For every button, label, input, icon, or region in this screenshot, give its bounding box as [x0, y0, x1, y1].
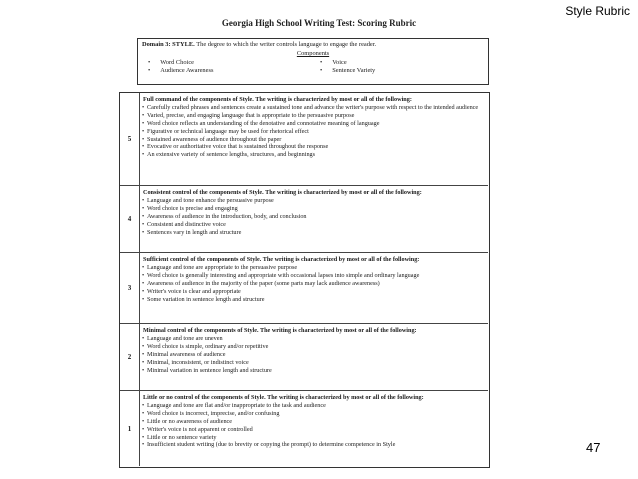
criteria-cell: [140, 93, 488, 185]
criteria-bullet: • Word choice is simple, ordinary and/or repetitive: [143, 343, 485, 351]
criteria-bullet: • Awareness of audience in the majority of the paper (some parts may lack audience awareness): [143, 280, 485, 288]
criteria-bullet: • Language and tone enhance the persuasive purpose: [143, 197, 485, 205]
domain-name: Domain 3: STYLE.: [142, 41, 195, 48]
slide-number: 47: [586, 440, 601, 455]
criteria-lead: Little or no control of the components of Style. The writing is characterized by most or all of the following:: [143, 394, 424, 401]
rubric-table: [119, 92, 490, 468]
criteria-cell: [140, 186, 488, 252]
criteria-bullet: • Language and tone are flat and/or inappropriate to the task and audience: [143, 402, 485, 410]
criteria-bullet: • Figurative or technical language may be used for rhetorical effect: [143, 128, 485, 136]
criteria-bullet: • Writer's voice is clear and appropriate: [143, 288, 485, 296]
criteria-bullet: • Evocative or authoritative voice that is sustained throughout the response: [143, 143, 485, 151]
domain-description: The degree to which the writer controls language to engage the reader.: [196, 41, 377, 48]
criteria-lead: Consistent control of the components of Style. The writing is characterized by most or all of the following:: [143, 189, 422, 196]
criteria-lead: Sufficient control of the components of Style. The writing is characterized by most or all of the following:: [143, 256, 420, 263]
criteria-bullet: • Insufficient student writing (due to brevity or copying the prompt) to determine competence in Style: [143, 441, 485, 449]
rubric-row-2: [120, 324, 488, 391]
criteria-bullet: • Little or no awareness of audience: [143, 418, 485, 426]
criteria-bullet: • Some variation in sentence length and structure: [143, 296, 485, 304]
criteria-bullet: • Sentences vary in length and structure: [143, 229, 485, 237]
criteria-bullet: • Minimal, inconsistent, or indistinct voice: [143, 359, 485, 367]
criteria-bullet: • Minimal awareness of audience: [143, 351, 485, 359]
rubric-row-4: [120, 186, 488, 253]
criteria-bullet: • Writer's voice is not apparent or controlled: [143, 426, 485, 434]
criteria-bullet: • Consistent and distinctive voice: [143, 221, 485, 229]
components-label: Components: [296, 50, 330, 57]
score-cell: 1: [120, 391, 140, 466]
component-item: • Voice: [320, 59, 480, 67]
criteria-bullet: • Language and tone are appropriate to the persuasive purpose: [143, 264, 485, 272]
criteria-bullet: • Word choice is precise and engaging: [143, 205, 485, 213]
criteria-bullet: • Word choice is incorrect, imprecise, and/or confusing: [143, 410, 485, 418]
rubric-row-5: [120, 93, 488, 186]
score-cell: 2: [120, 324, 140, 390]
domain-header-box: [137, 38, 489, 85]
rubric-row-3: [120, 253, 488, 324]
component-item: • Word Choice: [148, 59, 320, 67]
criteria-bullet: • Language and tone are uneven: [143, 335, 485, 343]
criteria-cell: [140, 253, 488, 323]
score-cell: 4: [120, 186, 140, 252]
domain-heading: [142, 41, 484, 49]
slide-title: Style Rubric: [565, 4, 630, 18]
criteria-bullet: • Sustained awareness of audience throughout the paper: [143, 136, 485, 144]
criteria-bullet: • An extensive variety of sentence lengths, structures, and beginnings: [143, 151, 485, 159]
criteria-bullet: • Little or no sentence variety: [143, 434, 485, 442]
criteria-cell: [140, 324, 488, 390]
criteria-bullet: • Word choice reflects an understanding of the denotative and connotative meaning of language: [143, 120, 485, 128]
components-list: [148, 59, 484, 75]
rubric-row-1: [120, 391, 488, 466]
criteria-cell: [140, 391, 488, 466]
score-cell: 5: [120, 93, 140, 185]
criteria-bullet: • Awareness of audience in the introduction, body, and conclusion: [143, 213, 485, 221]
criteria-lead: Minimal control of the components of Style. The writing is characterized by most or all of the following:: [143, 327, 417, 334]
criteria-bullet: • Varied, precise, and engaging language that is appropriate to the persuasive purpose: [143, 112, 485, 120]
document-title: Georgia High School Writing Test: Scoring Rubric: [221, 18, 417, 28]
component-item: • Sentence Variety: [320, 67, 480, 75]
criteria-bullet: • Minimal variation in sentence length and structure: [143, 367, 485, 375]
criteria-bullet: • Carefully crafted phrases and sentences create a sustained tone and advance the writer's purpose with respect to the intended audience: [143, 104, 485, 112]
score-cell: 3: [120, 253, 140, 323]
criteria-lead: Full command of the components of Style. The writing is characterized by most or all of the following:: [143, 96, 412, 103]
component-item: • Audience Awareness: [148, 67, 320, 75]
criteria-bullet: • Word choice is generally interesting and appropriate with occasional lapses into simple and ordinary language: [143, 272, 485, 280]
